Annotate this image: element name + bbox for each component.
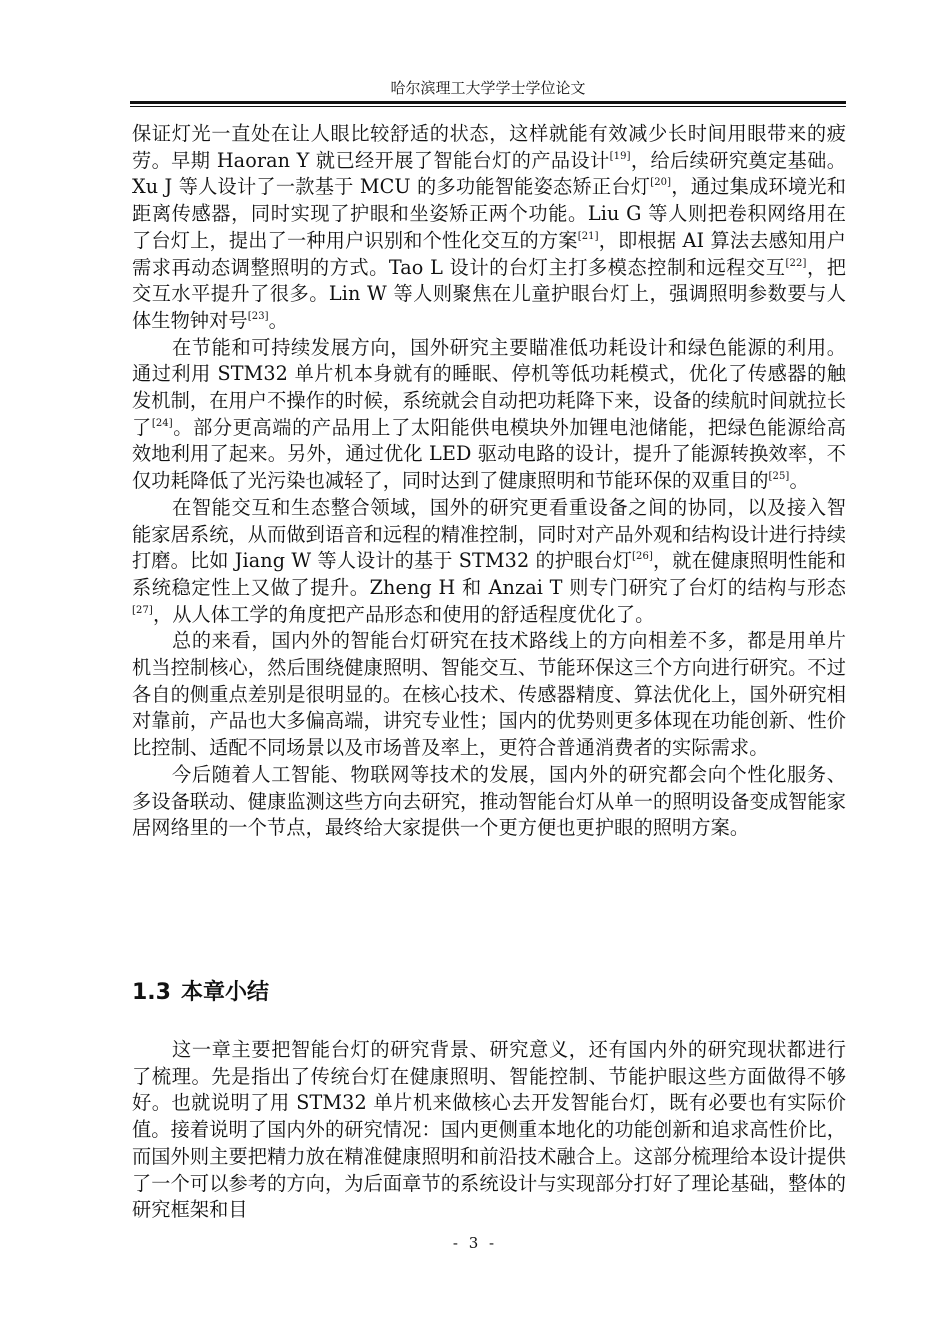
summary-text	[132, 1037, 846, 1224]
body-text	[132, 121, 846, 842]
citation-ref: [27]	[132, 604, 153, 616]
text-run: 。	[268, 308, 288, 332]
body-paragraph	[132, 335, 846, 495]
section-number: 1.3	[132, 980, 171, 1005]
citation-ref: [24]	[151, 417, 173, 429]
text-run: ，把交互水平提升了很多。Lin W 等人则聚焦在儿童护眼台灯上，强调照明参数要与人体生物钟对号	[132, 255, 847, 332]
text-run: 。	[789, 469, 809, 493]
text-run: 今后随着人工智能、物联网等技术的发展，国内外的研究都会向个性化服务、多设备联动、健康监测这些方向去研究，推动智能台灯从单一的照明设备变成智能家居网络里的一个节点，最终给大家提供一个更方便也更护眼的照明方案。	[132, 762, 846, 840]
body-paragraph	[132, 121, 846, 335]
text-run: ，就在健康照明性能和系统稳定性上又做了提升。Zheng H 和 Anzai T 则专门研究了台灯的结构与形态	[132, 549, 847, 599]
citation-ref: [26]	[632, 551, 653, 563]
citation-ref: [25]	[768, 471, 790, 483]
citation-ref: [21]	[577, 230, 599, 242]
citation-ref: [20]	[650, 177, 672, 189]
text-run: ，给后续研究奠定基础。Xu J 等人设计了一款基于 MCU 的多功能智能姿态矫正台灯	[132, 148, 846, 199]
body-paragraph	[132, 495, 846, 629]
text-run: ，从人体工学的角度把产品形态和使用的舒适程度优化了。	[152, 602, 655, 626]
page-number: - 3 -	[452, 1234, 498, 1252]
text-run: 在节能和可持续发展方向，国外研究主要瞄准低功耗设计和绿色能源的利用。通过利用 STM32 单片机本身就有的睡眠、停机等低功耗模式，优化了传感器的触发机制，在用户不操作的时候，系统就会自动把功耗降下来，设备的续航时间就拉长了	[132, 335, 846, 439]
section-heading	[132, 978, 269, 1008]
text-run: 在智能交互和生态整合领域，国外的研究更看重设备之间的协同，以及接入智能家居系统，从而做到语音和远程的精准控制，同时对产品外观和结构设计进行持续打磨。比如 Jiang W 等人设计的基于 STM32 的护眼台灯	[132, 495, 846, 573]
running-header: 哈尔滨理工大学学士学位论文	[390, 79, 586, 97]
header-rule-thick	[130, 101, 846, 104]
text-run: ，通过集成环境光和距离传感器，同时实现了护眼和坐姿矫正两个功能。Liu G 等人则把卷积网络用在了台灯上，提出了一种用户识别和个性化交互的方案	[132, 175, 847, 252]
citation-ref: [19]	[609, 150, 631, 162]
citation-ref: [22]	[785, 257, 807, 269]
citation-ref: [23]	[247, 310, 269, 322]
body-paragraph	[132, 762, 846, 842]
text-run: ，即根据 AI 算法去感知用户需求再动态调整照明的方式。Tao L 设计的台灯主打多模态控制和远程交互	[132, 228, 846, 279]
body-paragraph	[132, 628, 846, 762]
text-run: 。部分更高端的产品用上了太阳能供电模块外加锂电池储能，把绿色能源给高效地利用了起来。另外，通过优化 LED 驱动电路的设计，提升了能源转换效率，不仅功耗降低了光污染也减轻了，同时达到了健康照明和节能环保的双重目的	[132, 415, 846, 493]
text-run: 保证灯光一直处在让人眼比较舒适的状态，这样就能有效减少长时间用眼带来的疲劳。早期 Haoran Y 就已经开展了智能台灯的产品设计	[132, 122, 846, 172]
header-rule-thin	[130, 106, 846, 107]
summary-paragraph: 这一章主要把智能台灯的研究背景、研究意义，还有国内外的研究现状都进行了梳理。先是指出了传统台灯在健康照明、智能控制、节能护眼这些方面做得不够好。也就说明了用 STM32 单片机来做核心去开发智能台灯，既有必要也有实际价值。接着说明了国内外的研究情况：国内更侧重本地化的功能创新和追求高性价比，而国外则主要把精力放在精准健康照明和前沿技术融合上。这部分梳理给本设计提供了一个可以参考的方向，为后面章节的系统设计与实现部分打好了理论基础，整体的研究框架和目	[132, 1038, 846, 1222]
section-title: 本章小结	[180, 980, 269, 1005]
text-run: 总的来看，国内外的智能台灯研究在技术路线上的方向相差不多，都是用单片机当控制核心，然后围绕健康照明、智能交互、节能环保这三个方向进行研究。不过各自的侧重点差别是很明显的。在核心技术、传感器精度、算法优化上，国外研究相对靠前，产品也大多偏高端，讲究专业性；国内的优势则更多体现在功能创新、性价比控制、适配不同场景以及市场普及率上，更符合普通消费者的实际需求。	[132, 629, 846, 760]
